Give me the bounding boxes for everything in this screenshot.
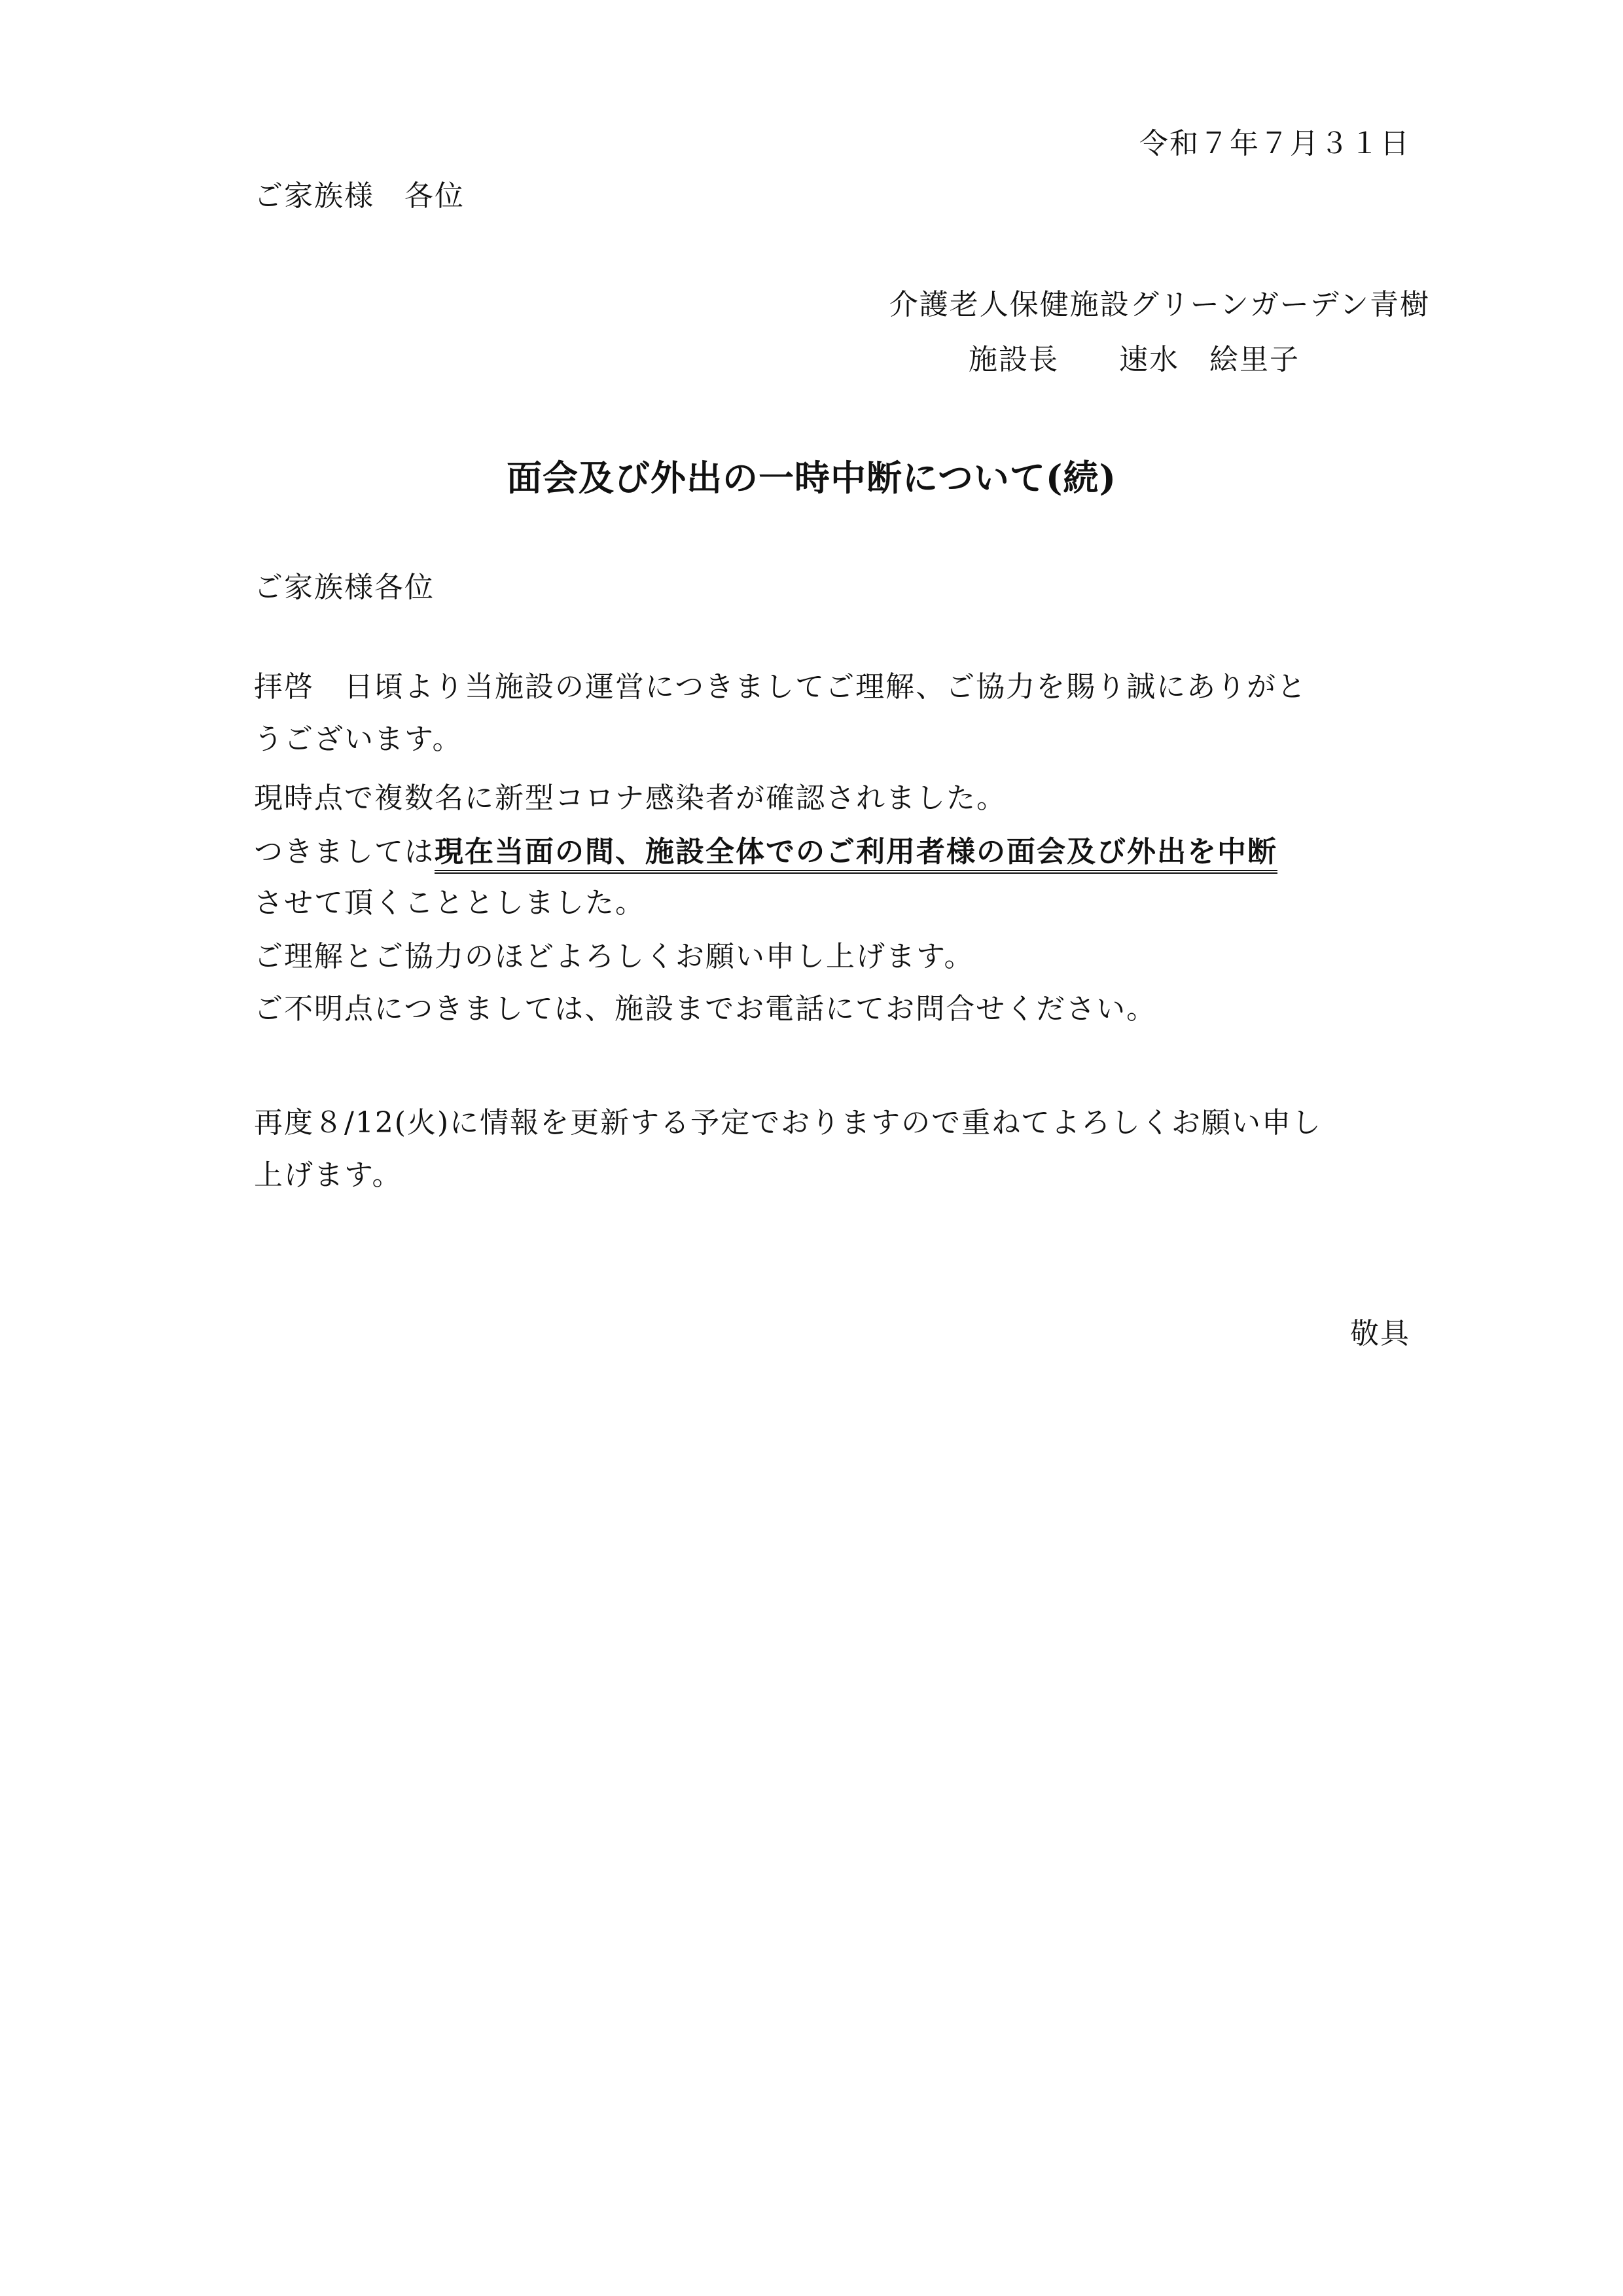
body-line-emphasis xyxy=(254,833,1277,872)
emphasized-notice: 現在当面の間、施設全体でのご利用者様の面会及び外出を中断 xyxy=(435,835,1277,874)
body-line: うございます。 xyxy=(254,723,463,756)
greeting: ご家族様各位 xyxy=(254,571,435,604)
director-line: 施設長 速水 絵里子 xyxy=(969,343,1300,376)
document-title: 面会及び外出の一時中断について(続) xyxy=(506,457,1117,499)
body-line: ご理解とご協力のほどよろしくお願い申し上げます。 xyxy=(254,940,974,973)
document-date: 令和７年７月３１日 xyxy=(1139,127,1410,160)
body-line: ご不明点につきましては、施設までお電話にてお問合せください。 xyxy=(254,992,1157,1026)
body-line: させて頂くこととしました。 xyxy=(254,886,645,920)
addressee: ご家族様 各位 xyxy=(254,179,465,213)
body-line: 拝啓 日頃より当施設の運営につきましてご理解、ご協力を賜り誠にありがと xyxy=(254,670,1308,704)
closing: 敬具 xyxy=(1350,1317,1410,1350)
body-line: 現時点で複数名に新型コロナ感染者が確認されました。 xyxy=(254,781,1007,815)
body-line: 再度８/12(火)に情報を更新する予定でおりますので重ねてよろしくお願い申し xyxy=(254,1106,1323,1139)
body-line-prefix: つきましては xyxy=(254,835,435,869)
facility-name: 介護老人保健施設グリーンガーデン青樹 xyxy=(889,288,1430,321)
body-line: 上げます。 xyxy=(254,1158,402,1192)
